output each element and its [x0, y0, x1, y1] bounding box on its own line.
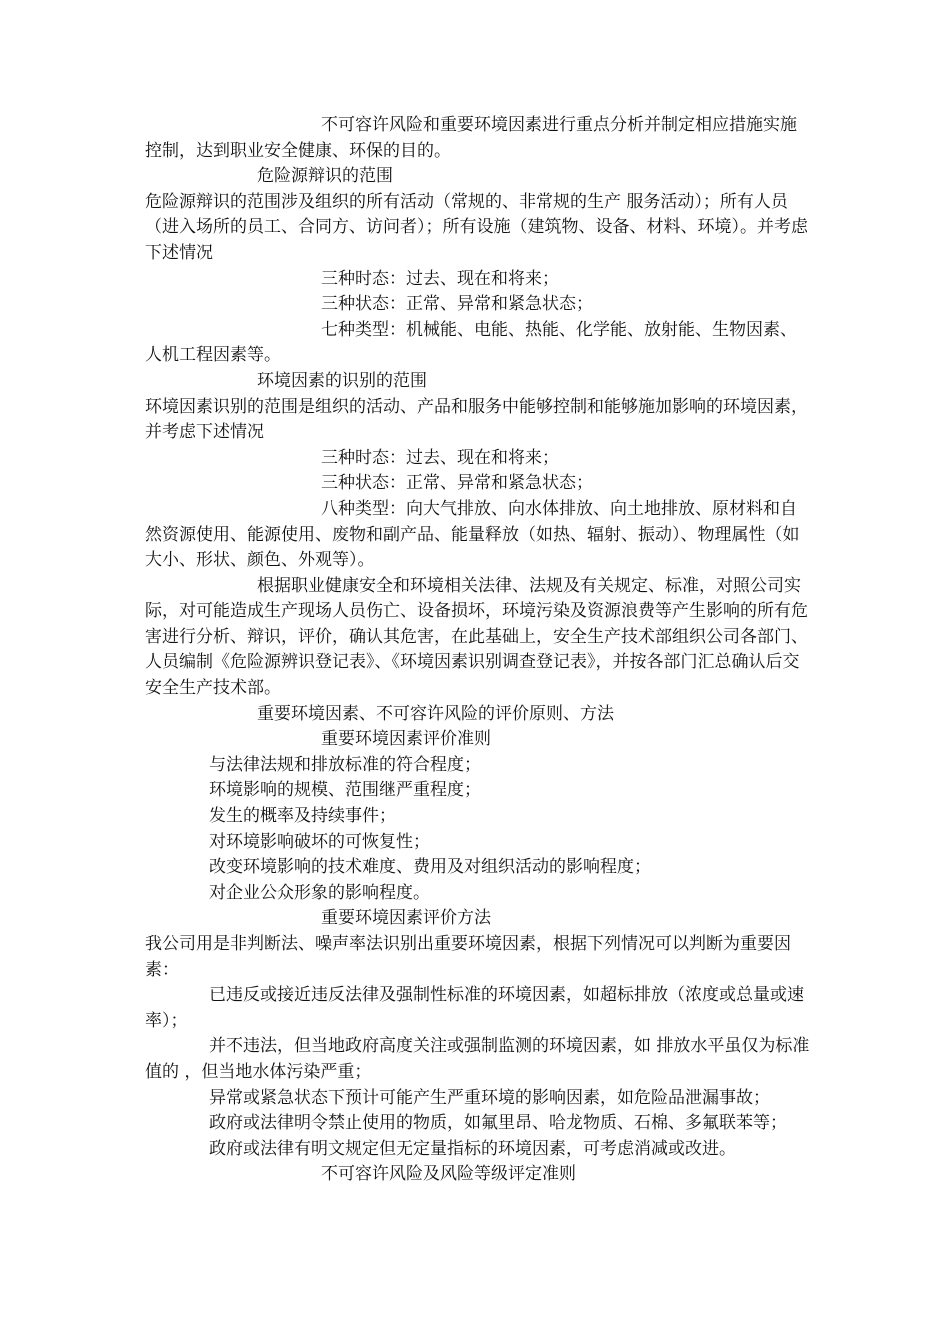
list-item-three-tenses-env: 三种时态：过去、现在和将来；	[321, 447, 559, 468]
heading-evaluation-principles: 重要环境因素、不可容许风险的评价原则、方法	[257, 703, 614, 724]
heading-evaluation-criteria: 重要环境因素评价准则	[321, 729, 491, 750]
criteria-item-compliance: 与法律法规和排放标准的符合程度；	[209, 754, 481, 775]
criteria-item-difficulty: 改变环境影响的技术难度、费用及对组织活动的影响程度；	[209, 857, 651, 878]
document-body	[145, 113, 810, 1188]
list-item-three-states-env: 三种状态：正常、异常和紧急状态；	[321, 473, 593, 494]
method-item-prohibited-substances: 政府或法律明令禁止使用的物质，如氟里昂、哈龙物质、石棉、多氟联苯等；	[209, 1113, 787, 1134]
paragraph-objective: 不可容许风险和重要环境因素进行重点分析并制定相应措施实施控制，达到职业安全健康、环保的目的。	[145, 115, 797, 161]
list-item-three-tenses: 三种时态：过去、现在和将来；	[321, 268, 559, 289]
heading-hazard-identification-scope: 危险源辩识的范围	[257, 166, 393, 187]
method-item-no-quantitative: 政府或法律有明文规定但无定量指标的环境因素，可考虑消减或改进。	[209, 1138, 736, 1159]
paragraph-environmental-scope: 环境因素识别的范围是组织的活动、产品和服务中能够控制和能够施加影响的环境因素，并考虑下述情况	[145, 396, 808, 443]
criteria-item-recoverability: 对环境影响破坏的可恢复性；	[209, 831, 430, 852]
list-item-seven-types: 七种类型：机械能、电能、热能、化学能、放射能、生物因素、人机工程因素等。	[145, 319, 797, 366]
heading-risk-grading-criteria: 不可容许风险及风险等级评定准则	[321, 1164, 576, 1185]
heading-evaluation-method: 重要环境因素评价方法	[321, 908, 491, 929]
heading-environmental-factor-scope: 环境因素的识别的范围	[257, 370, 427, 391]
method-item-emergency: 异常或紧急状态下预计可能产生严重环境的影响因素，如危险品泄漏事故；	[209, 1087, 770, 1108]
criteria-item-scale: 环境影响的规模、范围继严重程度；	[209, 780, 481, 801]
paragraph-identification-procedure: 根据职业健康安全和环境相关法律、法规及有关规定、标准，对照公司实际，对可能造成生产现场人员伤亡、设备损坏，环境污染及资源浪费等产生影响的所有危害进行分析、辩识，评价，确认其危害，在此基础上，安全生产技术部组织公司各部门、人员编制《危险源辨识登记表》、《环境因素识别调查登记表》，并按各部门汇总确认后交安全生产技术部。	[145, 575, 808, 699]
method-item-violation: 已违反或接近违反法律及强制性标准的环境因素，如超标排放（浓度或总量或速率）；	[145, 985, 804, 1031]
criteria-item-public-image: 对企业公众形象的影响程度。	[209, 882, 430, 903]
criteria-item-probability: 发生的概率及持续事件；	[209, 806, 396, 827]
list-item-eight-types: 八种类型：向大气排放、向水体排放、向土地排放、原材料和自然资源使用、能源使用、废物和副产品、能量释放（如热、辐射、振动）、物理属性（如大小、形状、颜色、外观等）。	[145, 498, 800, 571]
paragraph-method-intro: 我公司用是非判断法、噪声率法识别出重要环境因素，根据下列情况可以判断为重要因素：	[145, 934, 791, 980]
list-item-three-states: 三种状态：正常、异常和紧急状态；	[321, 294, 593, 315]
method-item-government-concern: 并不违法，但当地政府高度关注或强制监测的环境因素，如 排放水平虽仅为标准值的 ，但当地水体污染严重；	[145, 1036, 810, 1082]
paragraph-hazard-scope: 危险源辩识的范围涉及组织的所有活动（常规的、非常规的生产 服务活动）；所有人员（进入场所的员工、合同方、访问者）；所有设施（建筑物、设备、材料、环境）。并考虑下述情况	[145, 191, 808, 263]
